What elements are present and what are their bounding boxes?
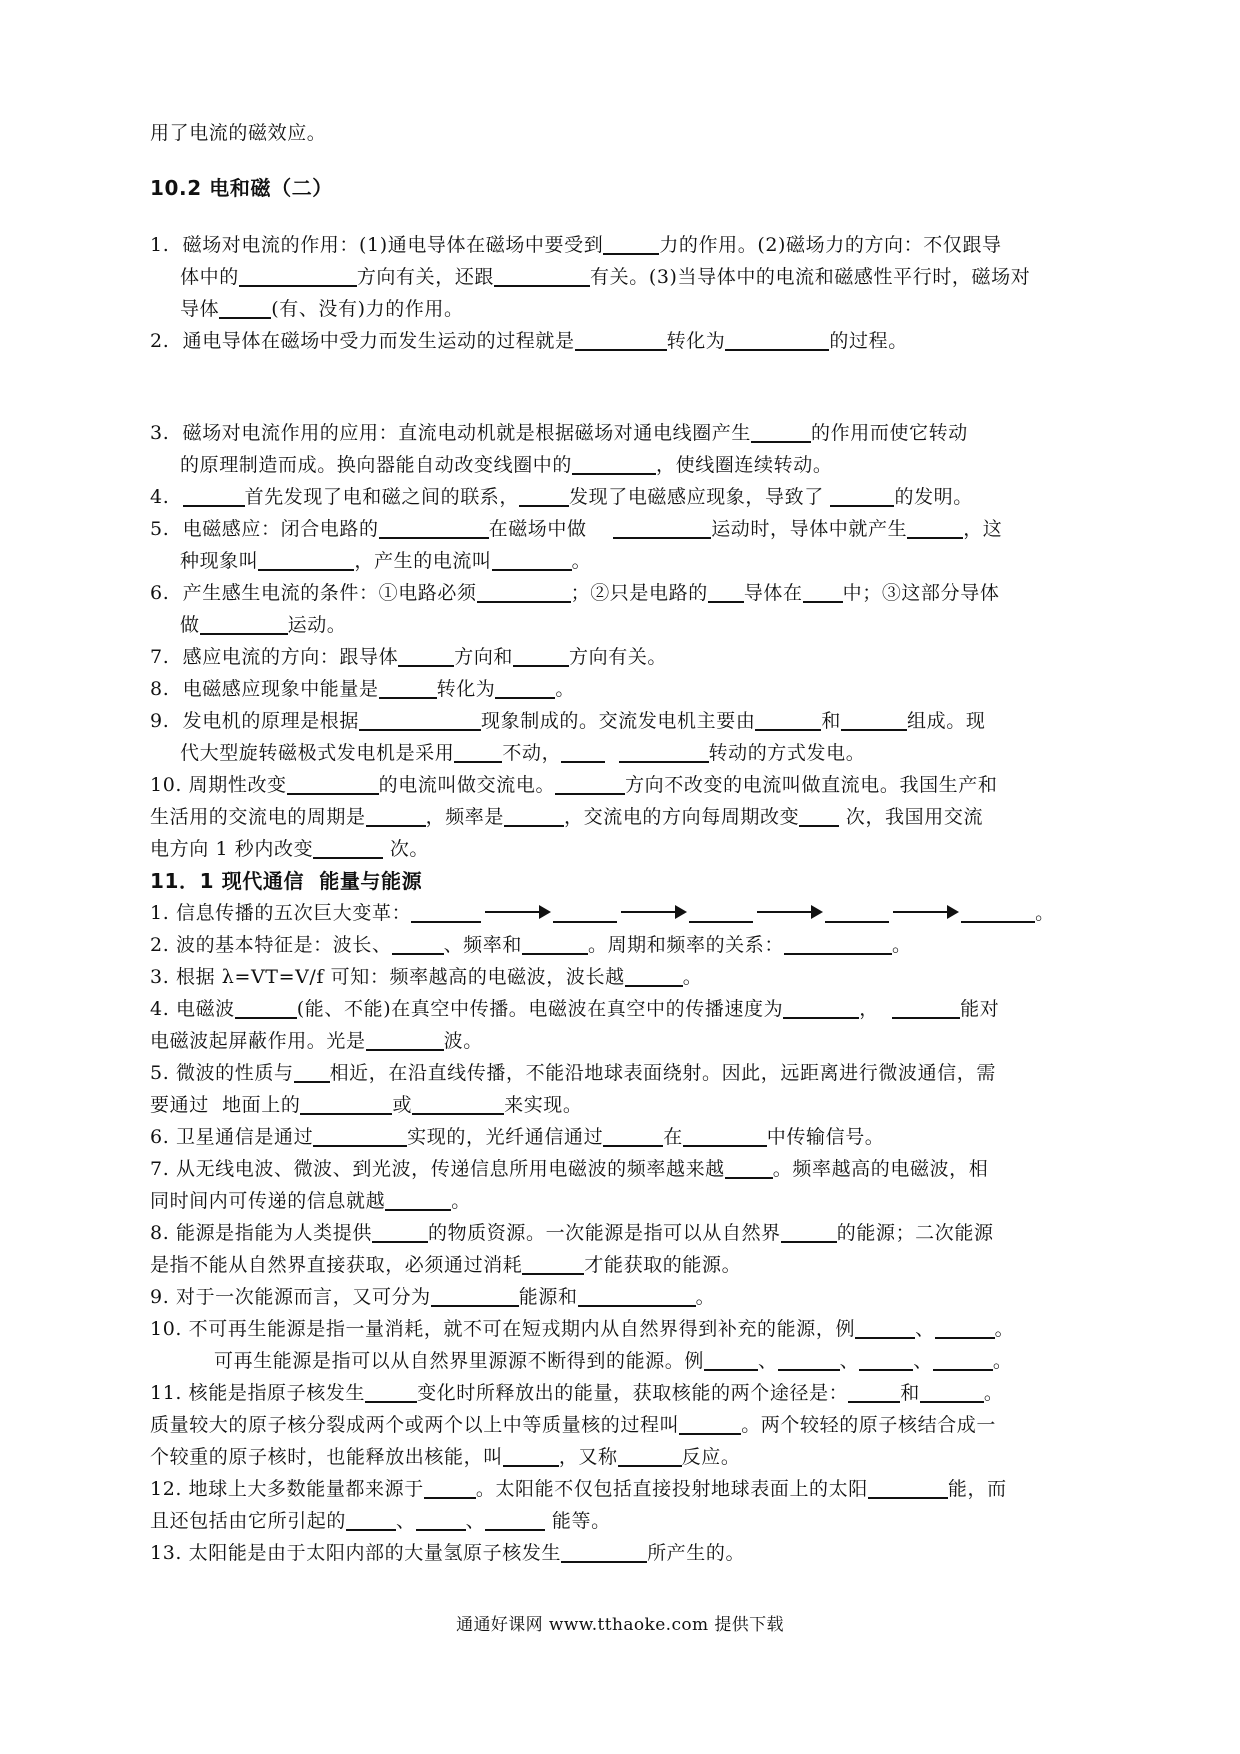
answer-blank[interactable] xyxy=(603,1127,663,1147)
answer-blank[interactable] xyxy=(372,1223,428,1243)
answer-blank[interactable] xyxy=(219,299,271,319)
s2-q12-line1: 12. 地球上大多数能量都来源于 。太阳能不仅包括直接投射地球表面上的太阳 能，而 xyxy=(150,1478,1007,1500)
answer-blank[interactable] xyxy=(553,903,617,923)
answer-blank[interactable] xyxy=(412,1095,504,1115)
answer-blank[interactable] xyxy=(492,551,572,571)
s2-q2-line1: 2. 波的基本特征是：波长、 、频率和 。周期和频率的关系： 。 xyxy=(150,934,912,956)
answer-blank[interactable] xyxy=(689,903,753,923)
answer-blank[interactable] xyxy=(513,647,569,667)
answer-blank[interactable] xyxy=(961,903,1035,923)
answer-blank[interactable] xyxy=(618,1447,682,1467)
s2-q7-line1: 7. 从无线电波、微波、到光波，传递信息所用电磁波的频率越来越 。频率越高的电磁波，相 xyxy=(150,1158,989,1180)
answer-blank[interactable] xyxy=(200,615,288,635)
s2-q13-line1: 13. 太阳能是由于太阳内部的大量氢原子核发生 所产生的。 xyxy=(150,1542,746,1564)
answer-blank[interactable] xyxy=(935,1319,995,1339)
section-heading-11-1: 11．1 现代通信 能量与能源 xyxy=(150,869,423,893)
answer-blank[interactable] xyxy=(855,1319,915,1339)
answer-blank[interactable] xyxy=(287,775,379,795)
s2-q3-line1: 3. 根据 λ=VT=V/f 可知：频率越高的电磁波，波长越 。 xyxy=(150,966,703,988)
answer-blank[interactable] xyxy=(755,711,821,731)
q9-line1: 9. 发电机的原理是根据 现象制成的。交流发电机主要由 和 组成。现 xyxy=(150,710,986,732)
answer-blank[interactable] xyxy=(868,1479,948,1499)
answer-blank[interactable] xyxy=(725,331,829,351)
s2-q4-line2: 电磁波起屏蔽作用。光是 波。 xyxy=(150,1030,483,1052)
answer-blank[interactable] xyxy=(859,1351,913,1371)
answer-blank[interactable] xyxy=(300,1095,392,1115)
s2-q8-line2: 是指不能从自然界直接获取，必须通过消耗 才能获取的能源。 xyxy=(150,1254,742,1276)
answer-blank[interactable] xyxy=(258,551,354,571)
answer-blank[interactable] xyxy=(778,1351,840,1371)
q6-line2: 做 运动。 xyxy=(180,614,347,636)
q5-line2: 种现象叫 ，产生的电流叫 。 xyxy=(180,550,592,572)
right-arrow-icon xyxy=(893,911,957,913)
answer-blank[interactable] xyxy=(504,807,564,827)
right-arrow-icon xyxy=(621,911,685,913)
answer-blank[interactable] xyxy=(841,711,907,731)
q10-line1: 10. 周期性改变 的电流叫做交流电。 方向不改变的电流叫做直流电。我国生产和 xyxy=(150,774,998,796)
q7-line1: 7. 感应电流的方向：跟导体 方向和 方向有关。 xyxy=(150,646,668,668)
s2-q5-line1: 5. 微波的性质与 相近，在沿直线传播，不能沿地球表面绕射。因此，远距离进行微波通信，需 xyxy=(150,1062,996,1084)
answer-blank[interactable] xyxy=(892,999,960,1019)
q9-line2: 代大型旋转磁极式发电机是采用 不动， 转动的方式发电。 xyxy=(180,742,866,764)
page-footer: 通通好课网 www.tthaoke.com 提供下载 xyxy=(456,1615,784,1635)
answer-blank[interactable] xyxy=(933,1351,993,1371)
answer-blank[interactable] xyxy=(575,331,667,351)
answer-blank[interactable] xyxy=(522,1255,584,1275)
answer-blank[interactable] xyxy=(359,711,481,731)
s2-q10-line1: 10. 不可再生能源是指一量消耗，就不可在短戎期内从自然界得到补充的能源，例 、 。 xyxy=(150,1318,1015,1340)
answer-blank[interactable] xyxy=(619,743,709,763)
answer-blank[interactable] xyxy=(751,423,811,443)
answer-blank[interactable] xyxy=(519,487,569,507)
q5-line1: 5. 电磁感应：闭合电路的 在磁场中做 运动时，导体中就产生 ，这 xyxy=(150,518,1003,540)
answer-blank[interactable] xyxy=(522,935,588,955)
answer-blank[interactable] xyxy=(613,519,711,539)
answer-blank[interactable] xyxy=(803,583,843,603)
answer-blank[interactable] xyxy=(708,583,744,603)
answer-blank[interactable] xyxy=(603,235,659,255)
answer-blank[interactable] xyxy=(830,487,894,507)
s2-q7-line2: 同时间内可传递的信息就越 。 xyxy=(150,1190,471,1212)
answer-blank[interactable] xyxy=(379,679,437,699)
answer-blank[interactable] xyxy=(392,935,444,955)
answer-blank[interactable] xyxy=(477,583,571,603)
q4-line1: 4. 首先发现了电和磁之间的联系， 发现了电磁感应现象，导致了 的发明。 xyxy=(150,486,973,508)
q1-line3: 导体 (有、没有)力的作用。 xyxy=(180,298,464,320)
q3-line1: 3. 磁场对电流作用的应用：直流电动机就是根据磁场对通电线圈产生 的作用而使它转动 xyxy=(150,422,968,444)
s2-q11-line2: 质量较大的原子核分裂成两个或两个以上中等质量核的过程叫 。两个较轻的原子核结合成一 xyxy=(150,1414,997,1436)
answer-blank[interactable] xyxy=(503,1447,559,1467)
q1-line2: 体中的 方向有关，还跟 有关。(3)当导体中的电流和磁感性平行时，磁场对 xyxy=(180,266,1031,288)
s2-q1-line1: 1. 信息传播的五次巨大变革： 。 xyxy=(150,902,1055,924)
answer-blank[interactable] xyxy=(424,1479,476,1499)
answer-blank[interactable] xyxy=(907,519,963,539)
answer-blank[interactable] xyxy=(781,1223,837,1243)
answer-blank[interactable] xyxy=(485,1511,545,1531)
q6-line1: 6. 产生感生电流的条件：①电路必须 ；②只是电路的 导体在 中；③这部分导体 xyxy=(150,582,1000,604)
answer-blank[interactable] xyxy=(385,1191,451,1211)
s2-q9-line1: 9. 对于一次能源而言，又可分为 能源和 。 xyxy=(150,1286,716,1308)
s2-q12-line2: 且还包括由它所引起的 、 、 能等。 xyxy=(150,1510,611,1532)
q3-line2: 的原理制造而成。换向器能自动改变线圈中的 ，使线圈连续转动。 xyxy=(180,454,833,476)
answer-blank[interactable] xyxy=(398,647,454,667)
answer-blank[interactable] xyxy=(572,455,656,475)
s2-q5-line2: 要通过 地面上的 或 来实现。 xyxy=(150,1094,583,1116)
answer-blank[interactable] xyxy=(366,1031,444,1051)
section-heading-10-2: 10.2 电和磁（二） xyxy=(150,176,333,200)
answer-blank[interactable] xyxy=(561,1543,647,1563)
answer-blank[interactable] xyxy=(416,1511,466,1531)
answer-blank[interactable] xyxy=(848,1383,900,1403)
answer-blank[interactable] xyxy=(783,999,859,1019)
q8-line1: 8. 电磁感应现象中能量是 转化为 。 xyxy=(150,678,576,700)
answer-blank[interactable] xyxy=(313,839,383,859)
answer-blank[interactable] xyxy=(578,1287,696,1307)
answer-blank[interactable] xyxy=(704,1351,758,1371)
answer-blank[interactable] xyxy=(365,1383,417,1403)
s2-q6-line1: 6. 卫星通信是通过 实现的，光纤通信通过 在 中传输信号。 xyxy=(150,1126,885,1148)
s2-q4-line1: 4. 电磁波 (能、不能)在真空中传播。电磁波在真空中的传播速度为 ， 能对 xyxy=(150,998,1000,1020)
answer-blank[interactable] xyxy=(683,1127,767,1147)
answer-blank[interactable] xyxy=(346,1511,396,1531)
answer-blank[interactable] xyxy=(454,743,502,763)
q10-line2: 生活用的交流电的周期是 ，频率是 ，交流电的方向每周期改变 次，我国用交流 xyxy=(150,806,984,828)
answer-blank[interactable] xyxy=(313,1127,407,1147)
answer-blank[interactable] xyxy=(825,903,889,923)
answer-blank[interactable] xyxy=(555,775,625,795)
answer-blank[interactable] xyxy=(495,679,555,699)
answer-blank[interactable] xyxy=(294,1063,330,1083)
q10-line3: 电方向 1 秒内改变 次。 xyxy=(150,838,430,860)
answer-blank[interactable] xyxy=(379,519,489,539)
carry-over-line: 用了电流的磁效应。 xyxy=(150,122,327,144)
answer-blank[interactable] xyxy=(784,935,892,955)
s2-q11-line3: 个较重的原子核时，也能释放出核能，叫 ，又称 反应。 xyxy=(150,1446,741,1468)
answer-blank[interactable] xyxy=(431,1287,519,1307)
answer-blank[interactable] xyxy=(920,1383,984,1403)
right-arrow-icon xyxy=(485,911,549,913)
answer-blank[interactable] xyxy=(494,267,590,287)
answer-blank[interactable] xyxy=(725,1159,773,1179)
answer-blank[interactable] xyxy=(799,807,839,827)
answer-blank[interactable] xyxy=(411,903,481,923)
s2-q11-line1: 11. 核能是指原子核发生 变化时所释放出的能量，获取核能的两个途径是： 和 。 xyxy=(150,1382,1004,1404)
s2-q10-line2: 可再生能源是指可以从自然界里源源不断得到的能源。例 、 、 、 。 xyxy=(214,1350,1013,1372)
q1-line1: 1. 磁场对电流的作用：(1)通电导体在磁场中要受到 力的作用。(2)磁场力的方向：不仅跟导 xyxy=(150,234,1002,256)
answer-blank[interactable] xyxy=(183,487,245,507)
answer-blank[interactable] xyxy=(625,967,683,987)
answer-blank[interactable] xyxy=(561,743,605,763)
q2-line1: 2. 通电导体在磁场中受力而发生运动的过程就是 转化为 的过程。 xyxy=(150,330,908,352)
answer-blank[interactable] xyxy=(366,807,426,827)
right-arrow-icon xyxy=(757,911,821,913)
answer-blank[interactable] xyxy=(679,1415,741,1435)
answer-blank[interactable] xyxy=(235,999,297,1019)
s2-q8-line1: 8. 能源是指能为人类提供 的物质资源。一次能源是指可以从自然界 的能源；二次能源 xyxy=(150,1222,994,1244)
answer-blank[interactable] xyxy=(239,267,357,287)
